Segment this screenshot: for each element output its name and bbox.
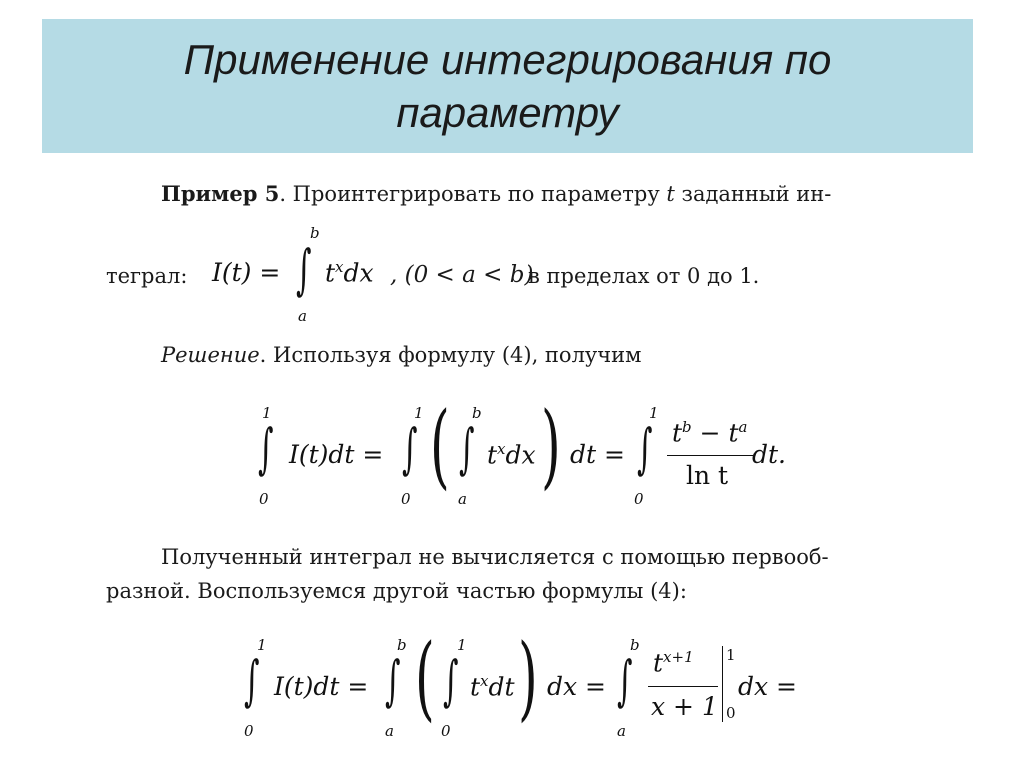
para2-line-1: Полученный интеграл не вычисляется с помощью первооб-	[161, 545, 829, 569]
para2-line-2: разной. Воспользуемся другой частью формулы (4):	[106, 579, 687, 603]
line2-end: в пределах от 0 до 1.	[528, 264, 760, 288]
f2-numerator: $t^b - t^a$	[672, 418, 748, 448]
f3-lower-4: a	[617, 722, 626, 740]
f1-lhs: I(t) =	[212, 258, 281, 287]
solution-label: Решение	[161, 343, 260, 367]
f2-integral-3: ∫	[459, 417, 475, 480]
f3-eval-bar	[722, 646, 723, 722]
f2-term-1: I(t)dt =	[289, 440, 384, 469]
f3-numerator: $t^{x+1}$	[653, 648, 694, 678]
f3-upper-2: b	[397, 636, 407, 654]
f3-integral-1: ∫	[244, 649, 260, 712]
f3-upper-1: 1	[257, 636, 267, 654]
f2-upper-3: b	[472, 404, 482, 422]
f3-eval-upper: 1	[726, 646, 736, 664]
slide-title-line-2: параметру	[396, 89, 619, 136]
f3-eval-lower: 0	[726, 704, 736, 722]
f3-integral-2: ∫	[385, 649, 401, 712]
f3-term-1: I(t)dt =	[274, 672, 369, 701]
f2-integral-1: ∫	[258, 417, 274, 480]
f2-fraction-bar	[667, 455, 753, 456]
f3-lower-2: a	[385, 722, 394, 740]
example-line-1	[161, 181, 831, 206]
f2-left-paren: (	[430, 392, 450, 499]
slide-title	[42, 33, 973, 139]
f3-outer-dx: dx =	[547, 672, 606, 701]
f3-tail: dx =	[738, 672, 797, 701]
example-var: t	[666, 182, 675, 206]
example-label: Пример 5	[161, 181, 280, 206]
f2-integral-2: ∫	[402, 417, 418, 480]
f2-inner-integrand: $t^xdx$	[487, 440, 536, 470]
f2-denominator: ln t	[686, 461, 729, 490]
f3-integral-3: ∫	[443, 649, 459, 712]
line2-start: теграл:	[106, 264, 188, 288]
f2-lower-1: 0	[259, 490, 269, 508]
f2-lower-4: 0	[634, 490, 644, 508]
f2-lower-3: a	[458, 490, 467, 508]
f1-upper-limit: b	[310, 224, 320, 242]
f2-outer-dt: dt =	[570, 440, 625, 469]
f2-right-paren: )	[541, 392, 561, 499]
f3-inner-integrand: $t^xdt$	[470, 672, 515, 702]
f3-fraction-bar	[648, 686, 718, 687]
f3-upper-4: b	[630, 636, 640, 654]
f2-upper-4: 1	[649, 404, 659, 422]
f2-integral-4: ∫	[637, 417, 653, 480]
example-text-2: заданный ин-	[674, 182, 832, 206]
solution-text: . Используя формулу (4), получим	[259, 343, 642, 367]
f2-tail: dt.	[752, 440, 786, 469]
slide-title-line-1: Применение интегрирования по	[183, 36, 832, 83]
example-text-1: . Проинтегрировать по параметру	[279, 182, 667, 206]
f3-right-paren: )	[518, 624, 538, 731]
f1-lower-limit: a	[298, 307, 307, 325]
f2-lower-2: 0	[401, 490, 411, 508]
f1-condition: , (0 < a < b)	[390, 262, 534, 288]
f3-lower-1: 0	[244, 722, 254, 740]
f3-denominator: x + 1	[651, 692, 718, 721]
f2-upper-1: 1	[262, 404, 272, 422]
f3-integral-4: ∫	[617, 649, 633, 712]
f1-integral-sign: ∫	[296, 238, 312, 301]
f1-integrand: $t^xdx$	[325, 258, 374, 288]
f3-upper-3: 1	[457, 636, 467, 654]
f2-upper-2: 1	[414, 404, 424, 422]
solution-line	[161, 343, 641, 367]
f3-left-paren: (	[415, 624, 435, 731]
f3-lower-3: 0	[441, 722, 451, 740]
